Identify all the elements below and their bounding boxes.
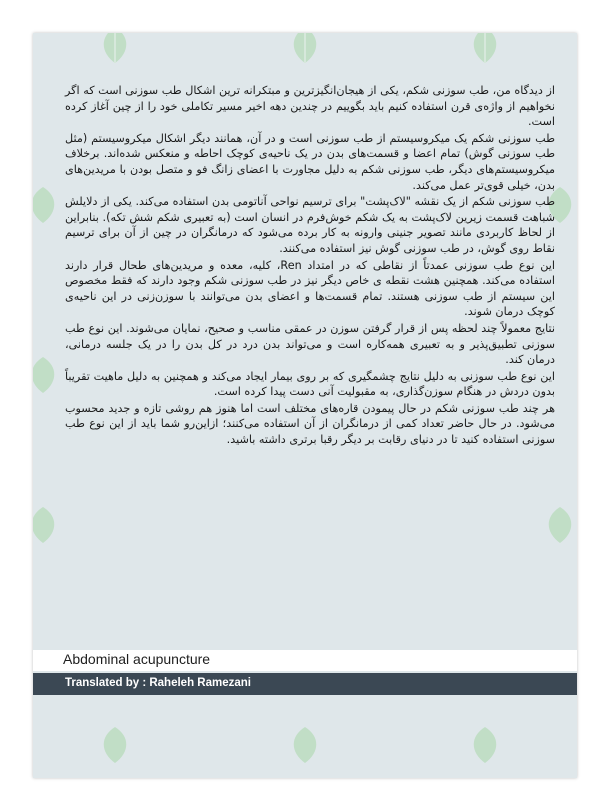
leaf-logo-icon bbox=[538, 503, 577, 547]
leaf-logo-icon bbox=[283, 723, 327, 767]
leaf-logo-icon bbox=[463, 723, 507, 767]
paragraph: این نوع طب سوزنی به دلیل نتایج چشمگیری که بر روی بیمار ایجاد می‌کند و همچنین به دلیل ماهیت تقریباً بدون دردش در هنگام سوزن‌گذاری، به مقبولیت آنی دست پیدا کرده است. bbox=[65, 369, 555, 399]
paragraph: از دیدگاه من، طب سوزنی شکم، یکی از هیجان‌انگیزترین و مبتکرانه ترین اشکال طب سوزنی است که اگر نخواهیم از واژه‌ی قرن استفاده کنیم باید بگوییم در چندین دهه اخیر مسیر تکاملی خود را از چین آغاز کرده است. bbox=[65, 84, 555, 129]
leaf-logo-icon bbox=[93, 723, 137, 767]
leaf-logo-icon bbox=[463, 33, 507, 67]
translator-credit: Translated by : Raheleh Ramezani bbox=[65, 677, 251, 689]
book-page bbox=[33, 33, 577, 778]
leaf-logo-icon bbox=[33, 503, 65, 547]
paragraph: نتایج معمولاً چند لحظه پس از قرار گرفتن سوزن در عمقی مناسب و صحیح، نمایان می‌شوند. این نوع طب سوزنی تطبیق‌پذیر و به تعبیری همه‌کاره است و می‌تواند بدن درد در کل بدن را در یک جلسه درمانی، درمان کند. bbox=[65, 321, 555, 367]
translator-band bbox=[33, 673, 577, 695]
book-title: Abdominal acupuncture bbox=[63, 651, 211, 667]
leaf-logo-icon bbox=[93, 33, 137, 67]
leaf-logo-icon bbox=[33, 353, 65, 397]
leaf-logo-icon bbox=[283, 33, 327, 67]
paragraph: این نوع طب سوزنی عمدتاً از نقاطی که در امتداد Ren، کلیه، معده و مریدین‌های طحال قرار دارند استفاده می‌کند. همچنین هشت نقطه ی خاص دیگر نیز در طب سوزنی شکم وجود دارند که فقط مخصوص این سیستم از طب سوزنی هستند. تمام قسمت‌ها و اعضای بدن می‌توانند با سوزن‌زنی در این ناحیه‌ی کوچک درمان شوند. bbox=[65, 258, 555, 319]
leaf-logo-icon bbox=[33, 183, 65, 227]
paragraph: طب سوزنی شکم از یک نقشه "لاک‌پشت" برای ترسیم نواحی آناتومی بدن استفاده می‌کند. یکی از دلایلش شباهت قسمت زیرین لاک‌پشت به یک شکم خوش‌فرم در انسان است (به تعبیری شکم شش تکه). بنابراین از لحاظ کاربردی مانند تصویر جنینی وارونه به کار برده می‌شود که درمانگران در چین از آن برای ترسیم نقاط روی گوش، در طب سوزنی گوش نیز استفاده می‌کنند. bbox=[65, 195, 555, 255]
book-title-band bbox=[33, 650, 577, 671]
paragraph: طب سوزنی شکم یک میکروسیستم از طب سوزنی است و در آن، همانند دیگر اشکال میکروسیستم (مثل طب سوزنی گوش) تمام اعضا و قسمت‌های بدن در یک ناحیه‌ی کوچک احاطه و منعکس شده‌اند. برخلاف میکروسیستم‌های دیگر، طب سوزنی شکم به دلیل مجاورت با اعضای زانگ فو و متصل بودن با مریدین‌های بدن، خیلی قوی‌تر عمل می‌کند. bbox=[65, 131, 555, 192]
paragraph: هر چند طب سوزنی شکم در حال پیمودن قاره‌های مختلف است اما هنوز هم روشی تازه و جدید محسوب می‌شود. در حال حاضر تعداد کمی از درمانگران از آن استفاده می‌کنند؛ ازاین‌رو شما باید از این نوع طب سوزنی استفاده کنید تا در دنیای رقابت بر دیگر رقبا برتری داشته باشید. bbox=[65, 401, 555, 447]
article-body bbox=[65, 83, 555, 449]
